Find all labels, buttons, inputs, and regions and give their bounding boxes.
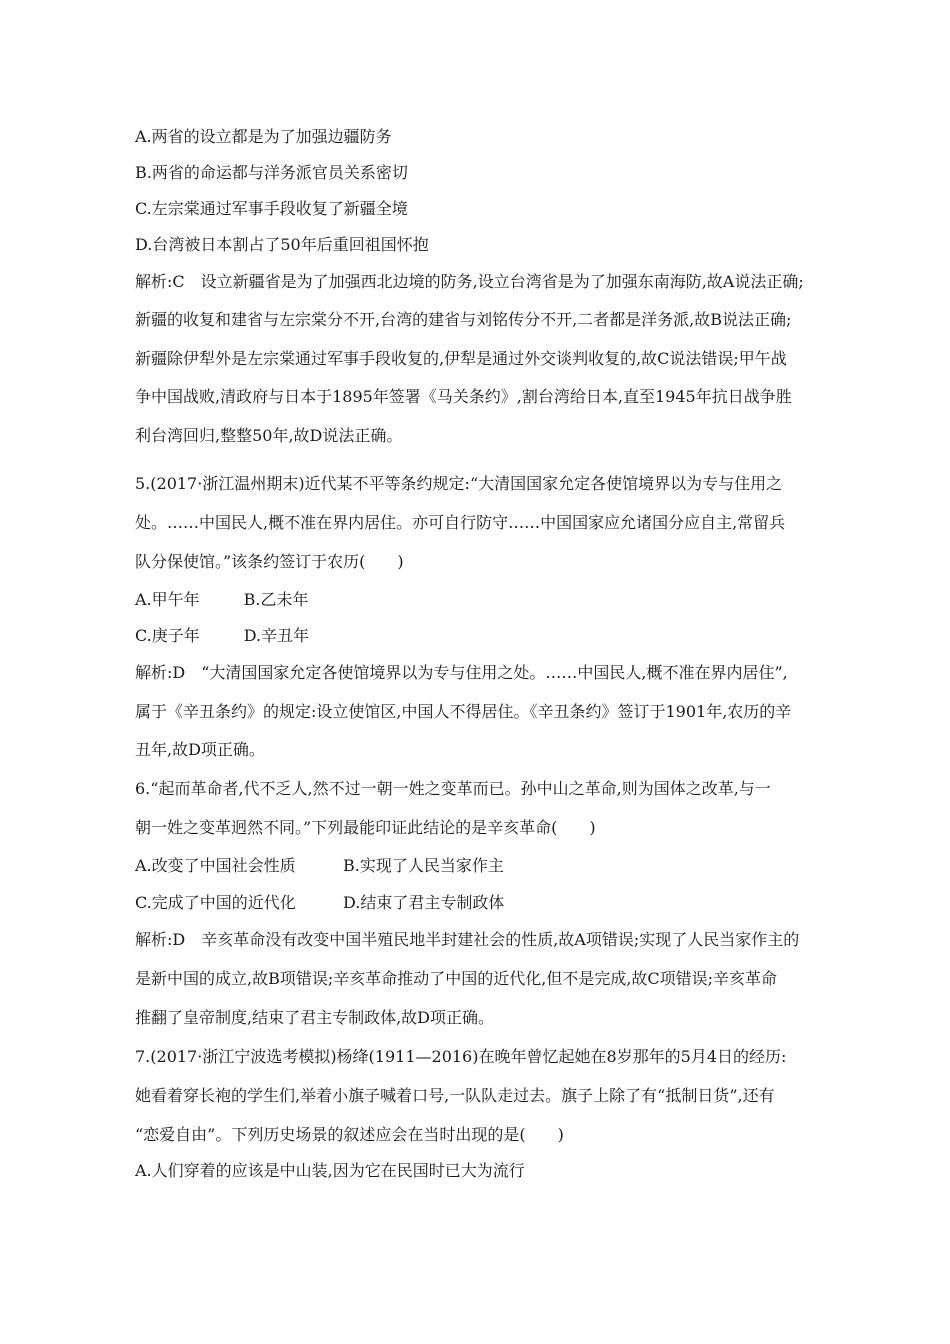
q6-options-row <box>135 856 835 876</box>
q6-analysis-line: 解析:D 辛亥革命没有改变中国半殖民地半封建社会的性质,故A项错误;实现了人民当家作主的 <box>135 930 800 949</box>
q6-analysis-line: 推翻了皇帝制度,结束了君主专制政体,故D项正确。 <box>135 1008 495 1027</box>
q6-option-a: A.改变了中国社会性质 <box>135 856 296 875</box>
q6-option-d: D.结束了君主专制政体 <box>343 893 505 912</box>
q4-option-b: B.两省的命运都与洋务派官员关系密切 <box>135 163 408 182</box>
q4-option-c: C.左宗棠通过军事手段收复了新疆全境 <box>135 199 408 218</box>
q7-stem-line: “恋爱自由”。下列历史场景的叙述应会在当时出现的是( ) <box>135 1125 564 1144</box>
q5-options-row <box>135 626 835 646</box>
q5-analysis-line: 丑年,故D项正确。 <box>135 740 265 759</box>
q7-option-a: A.人们穿着的应该是中山装,因为它在民国时已大为流行 <box>135 1161 525 1180</box>
q4-option-a: A.两省的设立都是为了加强边疆防务 <box>135 127 392 146</box>
q6-option-c: C.完成了中国的近代化 <box>135 893 296 912</box>
q4-analysis-line: 新疆的收复和建省与左宗棠分不开,台湾的建省与刘铭传分不开,二者都是洋务派,故B说法正确; <box>135 310 792 329</box>
q4-option-d: D.台湾被日本割占了50年后重回祖国怀抱 <box>135 235 429 254</box>
q7-stem-line: 她看着穿长袍的学生们,举着小旗子喊着口号,一队队走过去。旗子上除了有“抵制日货”,还有 <box>135 1086 775 1105</box>
q5-analysis-line: 解析:D “大清国国家允定各使馆境界以为专与住用之处。……中国民人,概不准在界内居住”, <box>135 663 788 682</box>
q4-analysis-line: 新疆除伊犁外是左宗棠通过军事手段收复的,伊犁是通过外交谈判收复的,故C说法错误;甲午战 <box>135 349 787 368</box>
q6-options-row <box>135 893 835 913</box>
q6-stem-line: 朝一姓之变革迥然不同。”下列最能印证此结论的是辛亥革命( ) <box>135 818 596 837</box>
q4-analysis-line: 争中国战败,清政府与日本于1895年签署《马关条约》,割台湾给日本,直至1945年抗日战争胜 <box>135 387 792 406</box>
q5-stem-line: 处。……中国民人,概不准在界内居住。亦可自行防守……中国国家应允诸国分应自主,常留兵 <box>135 513 786 532</box>
q5-option-c: C.庚子年 <box>135 626 200 645</box>
q5-option-d: D.辛丑年 <box>243 626 310 645</box>
q5-stem-line: 5.(2017·浙江温州期末)近代某不平等条约规定:“大清国国家允定各使馆境界以为专与住用之 <box>135 474 783 493</box>
q5-option-b: B.乙未年 <box>243 590 309 609</box>
q5-options-row <box>135 590 835 610</box>
q5-stem-line: 队分保使馆。”该条约签订于农历( ) <box>135 552 404 571</box>
q4-analysis-line: 解析:C 设立新疆省是为了加强西北边境的防务,设立台湾省是为了加强东南海防,故A说法正确; <box>135 272 804 291</box>
q7-stem-line: 7.(2017·浙江宁波选考模拟)杨绛(1911—2016)在晚年曾忆起她在8岁那年的5月4日的经历: <box>135 1047 787 1066</box>
q6-analysis-line: 是新中国的成立,故B项错误;辛亥革命推动了中国的近代化,但不是完成,故C项错误;辛亥革命 <box>135 969 778 988</box>
q6-option-b: B.实现了人民当家作主 <box>343 856 504 875</box>
q4-analysis-line: 利台湾回归,整整50年,故D说法正确。 <box>135 426 403 445</box>
q6-stem-line: 6.“起而革命者,代不乏人,然不过一朝一姓之变革而已。孙中山之革命,则为国体之改革,与一 <box>135 779 771 798</box>
q5-option-a: A.甲午年 <box>135 590 200 609</box>
q5-analysis-line: 属于《辛丑条约》的规定:设立使馆区,中国人不得居住。《辛丑条约》签订于1901年,农历的辛 <box>135 702 792 721</box>
